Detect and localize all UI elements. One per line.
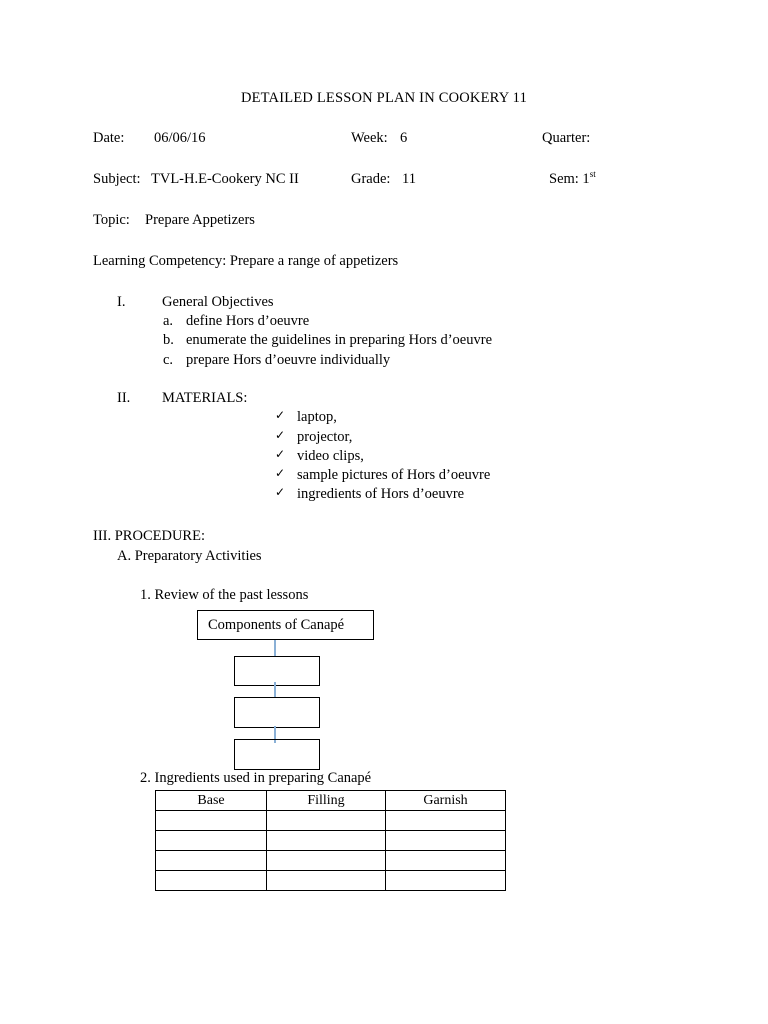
grade-value: 11 [402,171,416,187]
table-row [156,811,506,831]
table-row [156,831,506,851]
quarter-label: Quarter: [542,130,591,146]
material-item: laptop, [297,409,337,425]
step-2-ingredients: 2. Ingredients used in preparing Canapé [140,770,372,786]
material-item: sample pictures of Hors d’oeuvre [297,467,491,483]
table-cell [386,851,506,871]
table-cell [386,871,506,891]
ingredients-table [155,790,506,891]
objective-text: prepare Hors d’oeuvre individually [186,352,391,368]
objective-letter: c. [163,352,174,368]
objective-letter: a. [163,313,174,329]
table-row [156,851,506,871]
semester [549,169,596,187]
section-1-number: I. [117,294,126,310]
objective-text: define Hors d’oeuvre [186,313,310,329]
table-cell [156,831,267,851]
section-3-heading: III. PROCEDURE: [93,528,205,544]
section-2-heading: MATERIALS: [162,390,248,406]
diagram-connector [274,682,276,698]
subject-label: Subject: [93,171,141,187]
column-header-filling: Filling [267,791,386,811]
topic-value: Prepare Appetizers [145,212,255,228]
table-cell [156,851,267,871]
table-cell [267,811,386,831]
diagram-blank-box [234,656,320,686]
checkmark-icon: ✓ [275,466,286,480]
material-item: projector, [297,429,353,445]
step-1-review: 1. Review of the past lessons [140,587,309,603]
week-value: 6 [400,130,408,146]
objective-text: enumerate the guidelines in preparing Hors d’oeuvre [186,332,493,348]
week-label: Week: [351,130,388,146]
table-cell [386,831,506,851]
table-header-row [156,791,506,811]
preparatory-activities: A. Preparatory Activities [117,548,262,564]
checkmark-icon: ✓ [275,428,286,442]
table-cell [156,871,267,891]
column-header-base: Base [156,791,267,811]
table-cell [156,811,267,831]
table-cell [267,851,386,871]
section-1-heading: General Objectives [162,294,274,310]
section-2-number: II. [117,390,131,406]
checkmark-icon: ✓ [275,447,286,461]
diagram-connector [274,640,276,656]
learning-competency: Learning Competency: Prepare a range of appetizers [93,253,399,269]
diagram-blank-box [234,697,320,728]
table-cell [386,811,506,831]
objective-letter: b. [163,332,174,348]
column-header-garnish: Garnish [386,791,506,811]
date-label: Date: [93,130,125,146]
diagram-root-box [197,610,374,640]
checkmark-icon: ✓ [275,408,286,422]
material-item: video clips, [297,448,364,464]
sem-label: Sem: 1 [549,171,590,187]
table-cell [267,871,386,891]
table-row [156,871,506,891]
grade-label: Grade: [351,171,391,187]
diagram-root-label: Components of Canapé [208,617,345,633]
topic-label: Topic: [93,212,130,228]
diagram-blank-box [234,739,320,770]
checkmark-icon: ✓ [275,485,286,499]
table-cell [267,831,386,851]
document-title: DETAILED LESSON PLAN IN COOKERY 11 [240,90,528,106]
sem-sup: st [589,169,596,179]
subject-value: TVL-H.E-Cookery NC II [151,171,299,187]
material-item: ingredients of Hors d’oeuvre [297,486,465,502]
date-value: 06/06/16 [154,130,206,146]
